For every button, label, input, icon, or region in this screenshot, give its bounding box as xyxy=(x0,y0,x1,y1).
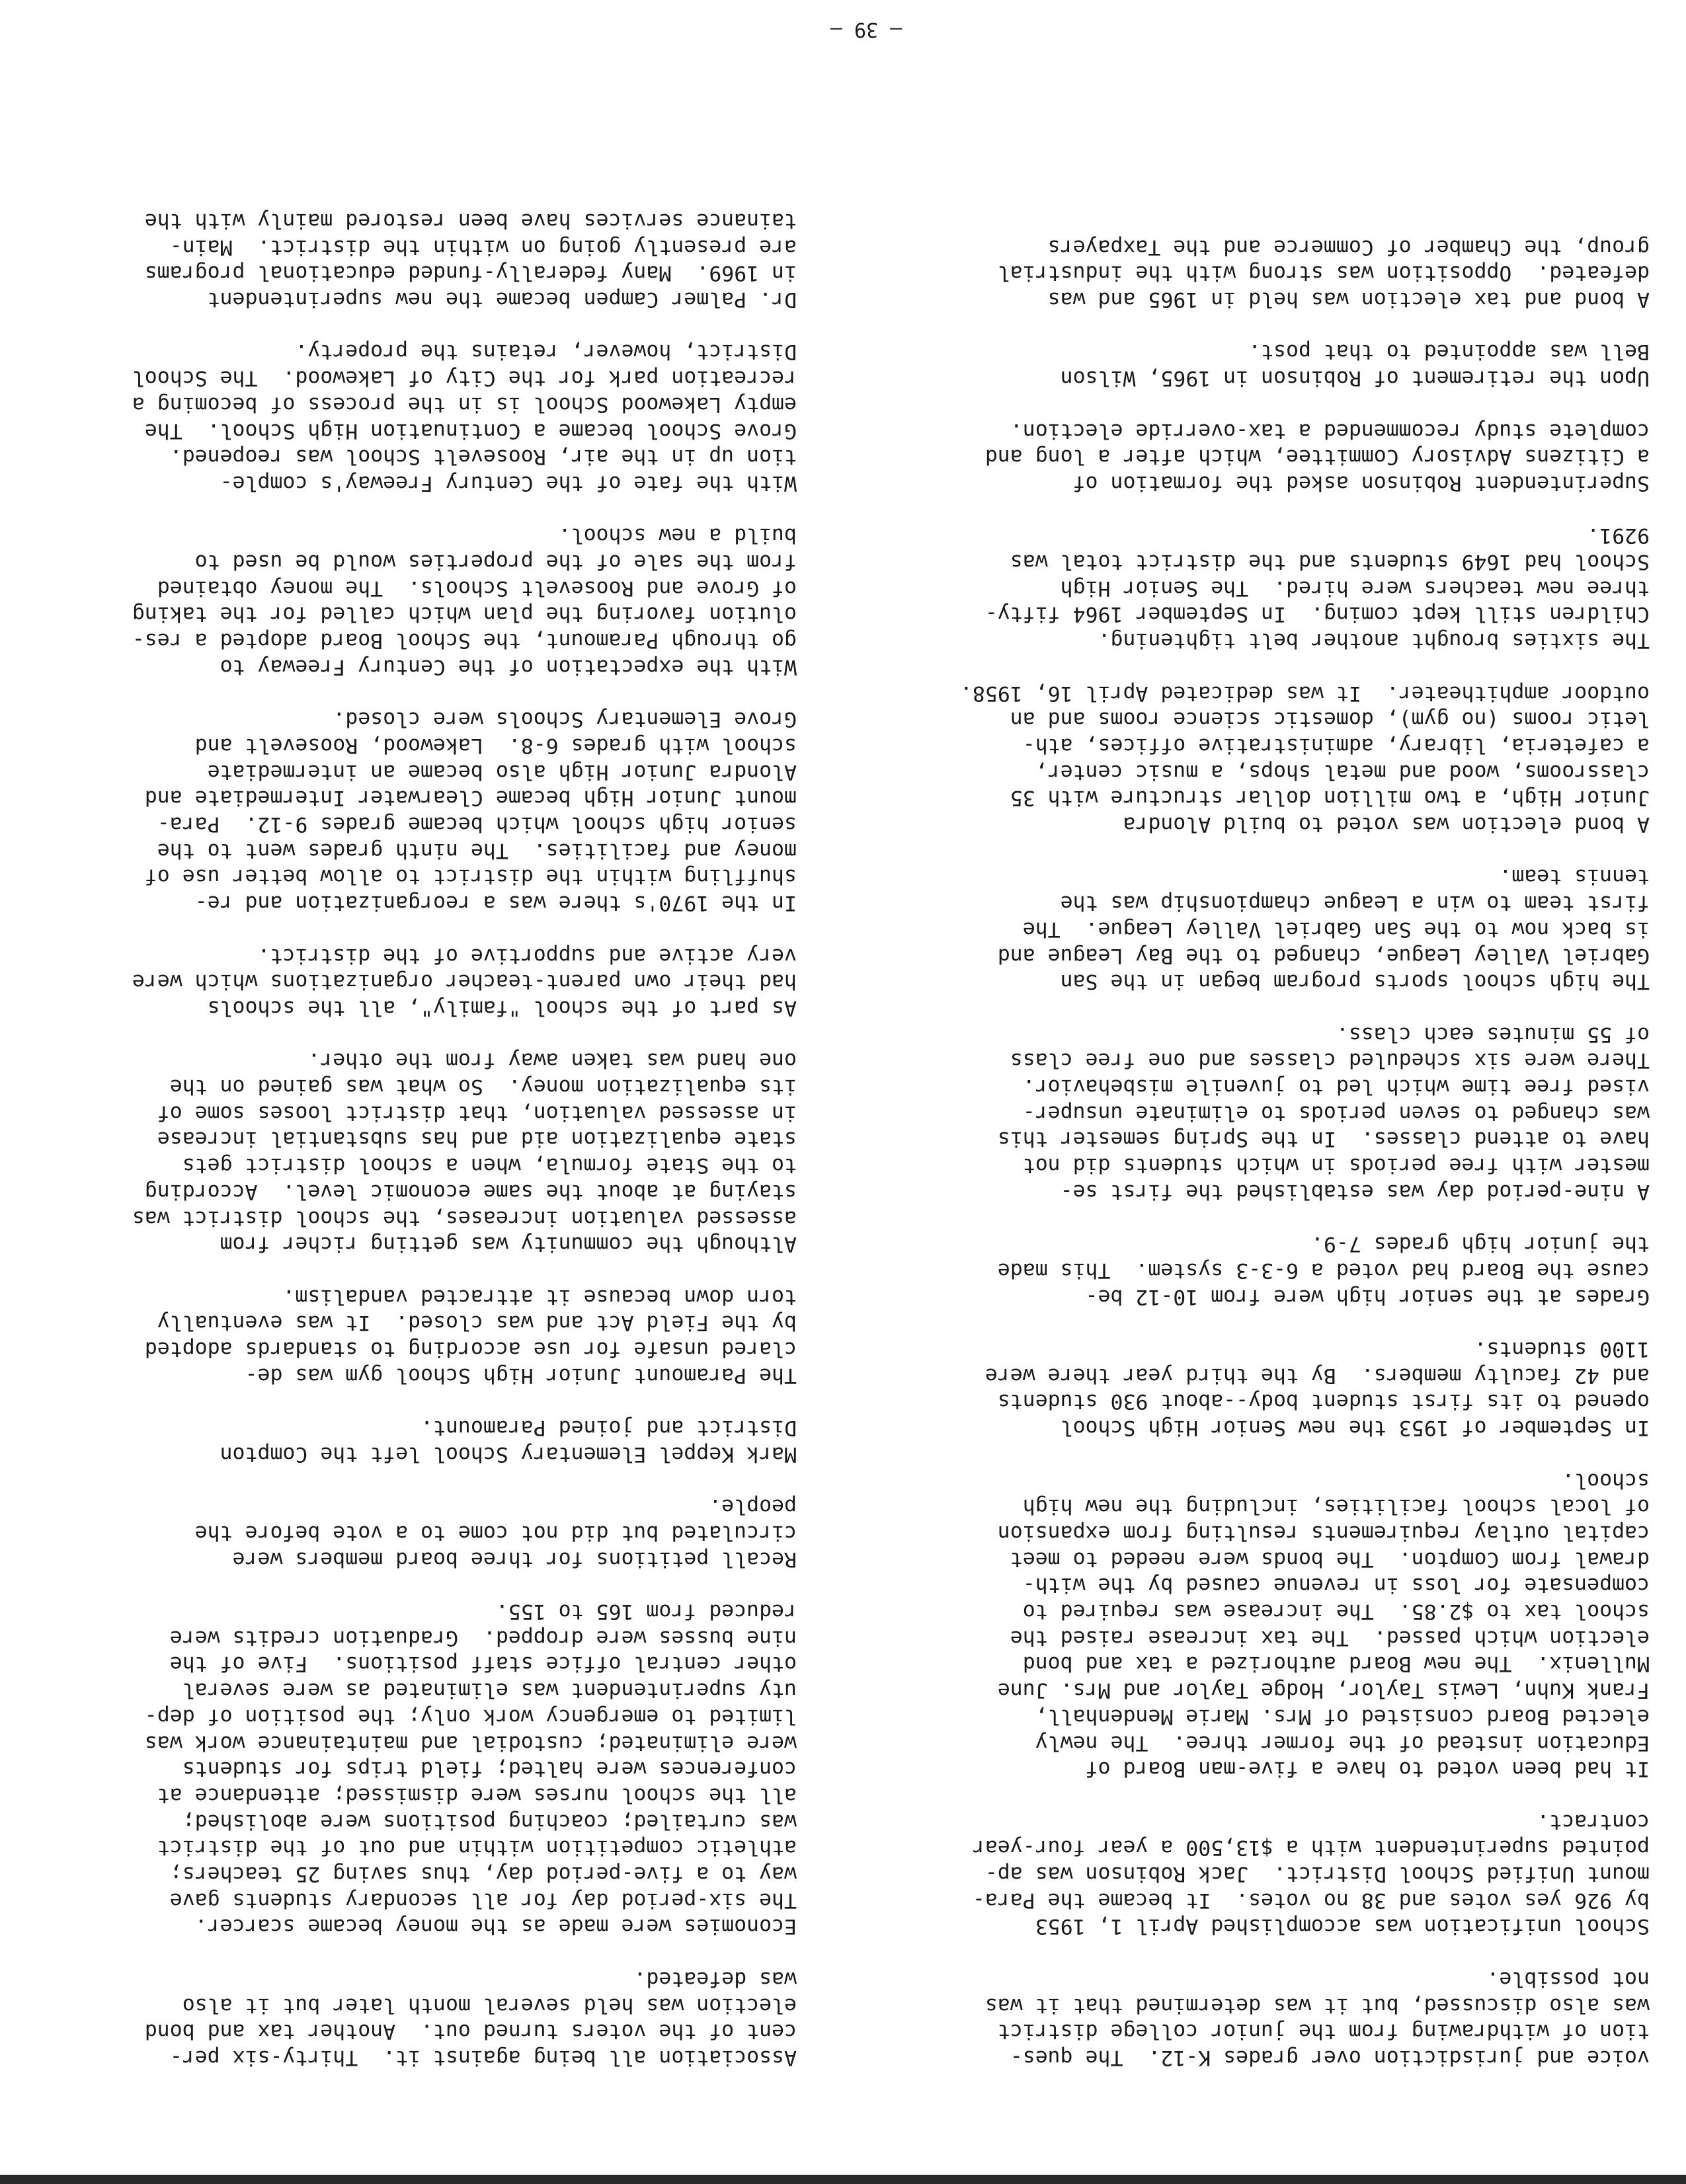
paragraph: In the 1970's there was a reorganization and re- shuffling within the district to allow better use of money and facilities. The ninth grades went to the senior high school which became grades 9-12. Para- mount Junior High became Clearwater Intermediate and Alondra Junior High also became an intermediate school with grades 6-8. Lakewood, Roosevelt and Grove Elementary Schools were closed. xyxy=(144,707,797,916)
scan-edge-shadow xyxy=(0,2175,1686,2184)
paragraph: Superintendent Robinson asked the formation of a Citizens Advisory Committee, which after a long and complete study recommended a tax-override election. xyxy=(984,418,1650,495)
paragraph: Association all being against it. Thirty-six per- cent of the voters turned out. Another tax and bond election was held several month later but it also was defeated. xyxy=(144,1967,797,2070)
paragraph: voice and jurisdiction over grades K-12. The ques- tion of withdrawing from the junior college district was also discussed, but it was determined that it was not possible. xyxy=(984,1967,1650,2070)
paragraph: In September of 1953 the new Senior High School opened to its first student body--about 930 students and 42 faculty members. By the third year there were 1100 students. xyxy=(984,1337,1650,1440)
paragraph: With the expectation of the Century Freeway to go through Paramount, the School Board adopted a res- olution favoring the plan which called for the taking of Grove and Roosevelt Schools. The money obtained from the sale of the properties would be used to build a new school. xyxy=(132,524,797,679)
left-column xyxy=(866,233,1650,2070)
paragraph: The high school sports program began in the San Gabriel Valley League, changed to the Bay League and is back now to the San Gabriel Valley League. The first team to win a League championship was the tennis team. xyxy=(997,865,1650,994)
paragraph: With the fate of the Century Freeway's comple- tion up in the air, Roosevelt School was reopened. Grove School became a Continuation High School. The empty Lakewood School is in the process of becoming a recreation park for the City of Lakewood. The School District, however, retains the property. xyxy=(132,340,797,495)
paragraph: Although the community was getting richer from assessed valuation increases, the school district was staying at about the same economic level. According to the State formula, when a school district gets state equalization aid and has substantial increase in assessed valuation, that district looses some of its equalization money. So what was gained on the one hand was taken away from the other. xyxy=(132,1048,797,1257)
page-number: — 39 — xyxy=(830,18,903,41)
paragraph: Dr. Palmer Campen became the new superintendent in 1969. Many federally-funded educational programs are presently going on within the district. Main- tainance services have been restored mainly with the xyxy=(144,208,797,312)
paragraph: It had been voted to have a five-man Board of Education instead of the former three. The newly elected Board consisted of Mrs. Marie Mendenhall, Frank Kuhn, Lewis Taylor, Hodge Taylor and Mrs. June Mullenix. The new Board authorized a tax and bond election which passed. The tax increase raised the school tax to $2.85. The increase was required to compensate for loss in revenue caused by the with- drawal from Compton. The bonds were needed to meet capital outlay requirements resulting from expansion of local school facilities, including the new high school. xyxy=(997,1468,1650,1781)
paragraph: A nine-period day was established the first se- mester with free periods in which students did not have to attend classes. In the Spring semester this was changed to seven periods to eliminate unsuper- vised free time which led to juvenile misbehavior. There were six scheduled classes and one free class of 55 minutes each class. xyxy=(997,1022,1650,1204)
paragraph: Economies were made as the money became scarcer. The six-period day for all secondary students gave way to a five-period day, thus saving 25 teachers; athletic competition within and out of the district was curtailed; coaching positions were abolished; all the school nurses were dismissed; attendance at conferences were halted; field trips for students were eliminated; custodial and maintainance work was limited to emergency work only; the position of dep- uty superintendent was eliminated as were several other central office staff positions. Five of the nine busses were dropped. Graduation credits were reduced from 165 to 155. xyxy=(144,1600,797,1939)
paragraph: Grades at the senior high were from 10-12 be- cause the Board had voted a 6-3-3 system. This made the junior high grades 7-9. xyxy=(997,1232,1650,1309)
paragraph: As part of the school "family", all the schools had their own parent-teacher organizations which were very active and supportive of the district. xyxy=(132,943,797,1020)
paragraph: Recall petitions for three board members were circulated but did not come to a vote before the people. xyxy=(194,1495,797,1571)
paragraph: School unification was accomplished April 1, 1953 by 926 yes votes and 38 no votes. It became the Para- mount Unified School District. Jack Robinson was ap- pointed superintendent with a $13,500 a year four-year contract. xyxy=(972,1809,1650,1939)
paragraph: The Paramount Junior High School gym was de- clared unsafe for use according to standards adopted by the Field Act and was closed. It was eventually torn down because it attracted vandalism. xyxy=(144,1284,797,1387)
paragraph: A bond and tax election was held in 1965 and was defeated. Opposition was strong with the industrial group, the Chamber of Commerce and the Taxpayers xyxy=(997,235,1650,312)
paragraph: Upon the retirement of Robinson in 1965, Wilson Bell was appointed to that post. xyxy=(1060,340,1650,391)
paragraph: The sixties brought another belt tightening. Children still kept coming. In September 1964 fifty- three new teachers were hired. The Senior High School had 1649 students and the district total was 9291. xyxy=(984,524,1650,653)
paragraph: Mark Keppel Elementary School left the Compton District and joined Paramount. xyxy=(220,1416,797,1466)
paragraph: A bond election was voted to build Alondra Junior High, a two million dollar structure with 35 classrooms, wood and metal shops, a music center, a cafeteria, library, administrative offices, ath- letic rooms (no gym), domestic science rooms and an outdoor amphitheater. It was dedicated April 16, 1958. xyxy=(959,681,1650,837)
right-column xyxy=(13,207,797,2070)
